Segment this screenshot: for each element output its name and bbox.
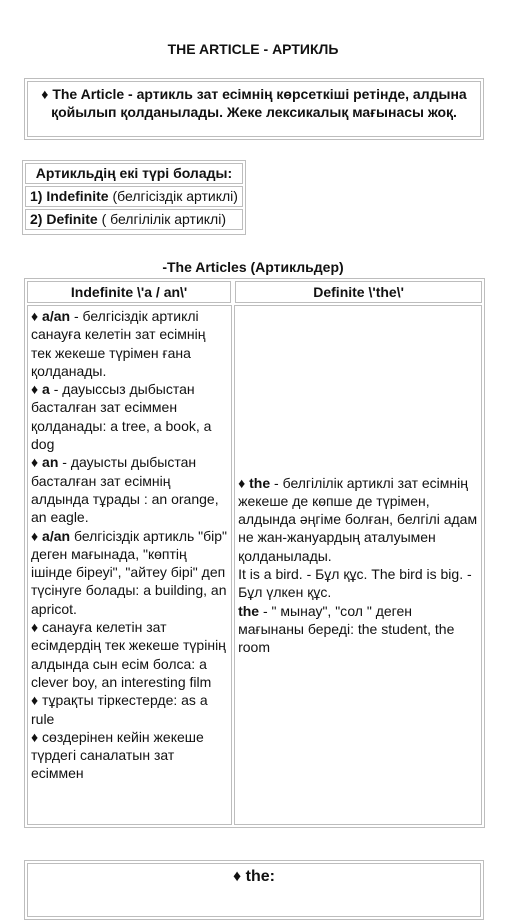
diamond-icon: ♦ [31,692,39,709]
column-header-definite: Definite \'the\' [235,281,482,303]
table-header-row [27,281,482,303]
types-item-term: Definite [46,211,98,227]
articles-table [24,278,485,828]
list-item: ♦ a - дауыссыз дыбыстан басталған зат есіммен қолданады: a tree, a book, a dog [31,381,212,453]
column-header-indefinite: Indefinite \'a / an\' [27,281,231,303]
diamond-icon: ♦ [31,308,43,324]
types-item-number: 2) [30,211,47,227]
types-item-indefinite [25,186,243,207]
diamond-icon: ♦ [41,86,49,102]
the-section-heading: ♦ the: [27,863,481,917]
definite-cell [234,305,482,825]
list-item: ♦ санауға келетін зат есімдердің тек жекеше түрінің алдында сын есім болса: a clever boy, an interesting film [31,619,226,690]
list-item: ♦ a/an - белгісіздік артиклі санауға келетін зат есімнің тек жекеше түрімен ғана қолданады. [31,308,206,379]
diamond-icon: ♦ [31,728,39,745]
types-item-note: ( белгілілік артиклі) [97,211,226,227]
intro-box [24,78,484,140]
list-item: ♦ an - дауысты дыбыстан басталған зат есімнің алдында тұрады : an orange, an eagle. [31,454,219,526]
list-item: ♦ сөздерінен кейін жекеше түрдегі саналатын зат есіммен [31,728,204,782]
intro-text [27,81,481,137]
table-caption: -The Articles (Артикльдер) [162,259,344,275]
diamond-icon: ♦ [31,619,39,636]
types-item-note: (белгісіздік артиклі) [108,188,238,204]
list-item: ♦ a/an белгісіздік артикль "бір" деген мағынада, "көптің ішінде біреуі", "айтеу бірі" деп түсінуге болады: a building, an apricot. [31,527,228,617]
types-item-number: 1) [30,188,47,204]
indefinite-cell [27,305,232,825]
types-header: Артикльдің екі түрі болады: [25,163,243,184]
diamond-icon: ♦ [31,527,43,544]
list-item: the - " мынау", "сол " деген мағынаны береді: the student, the room [238,602,455,656]
list-item: It is a bird. - Бұл құс. The bird is big. - Бұл үлкен құс. [238,566,472,601]
definite-content [238,474,478,657]
intro-term: The Article [52,86,125,102]
table-row [27,305,482,825]
intro-definition: - артикль зат есімнің көрсеткіші ретінде, алдына қойылып қолданылады. Жеке лексикалық мағынасы жоқ. [51,86,467,120]
list-item: ♦ the - белгілілік артиклі зат есімнің жекеше де көпше де түрімен, алдында әңгіме болған, белгілі адам не жан-жануардың аталуымен қолданылады. [238,474,478,564]
list-item: ♦ тұрақты тіркестерде: as a rule [31,692,208,727]
types-item-term: Indefinite [46,188,109,204]
types-item-definite [25,209,243,230]
the-section-box [24,860,484,920]
diamond-icon: ♦ [31,381,43,398]
article-types-table [22,160,246,235]
diamond-icon: ♦ [238,474,250,491]
diamond-icon: ♦ [31,454,43,471]
page-title: THE ARTICLE - АРТИКЛЬ [167,41,339,57]
